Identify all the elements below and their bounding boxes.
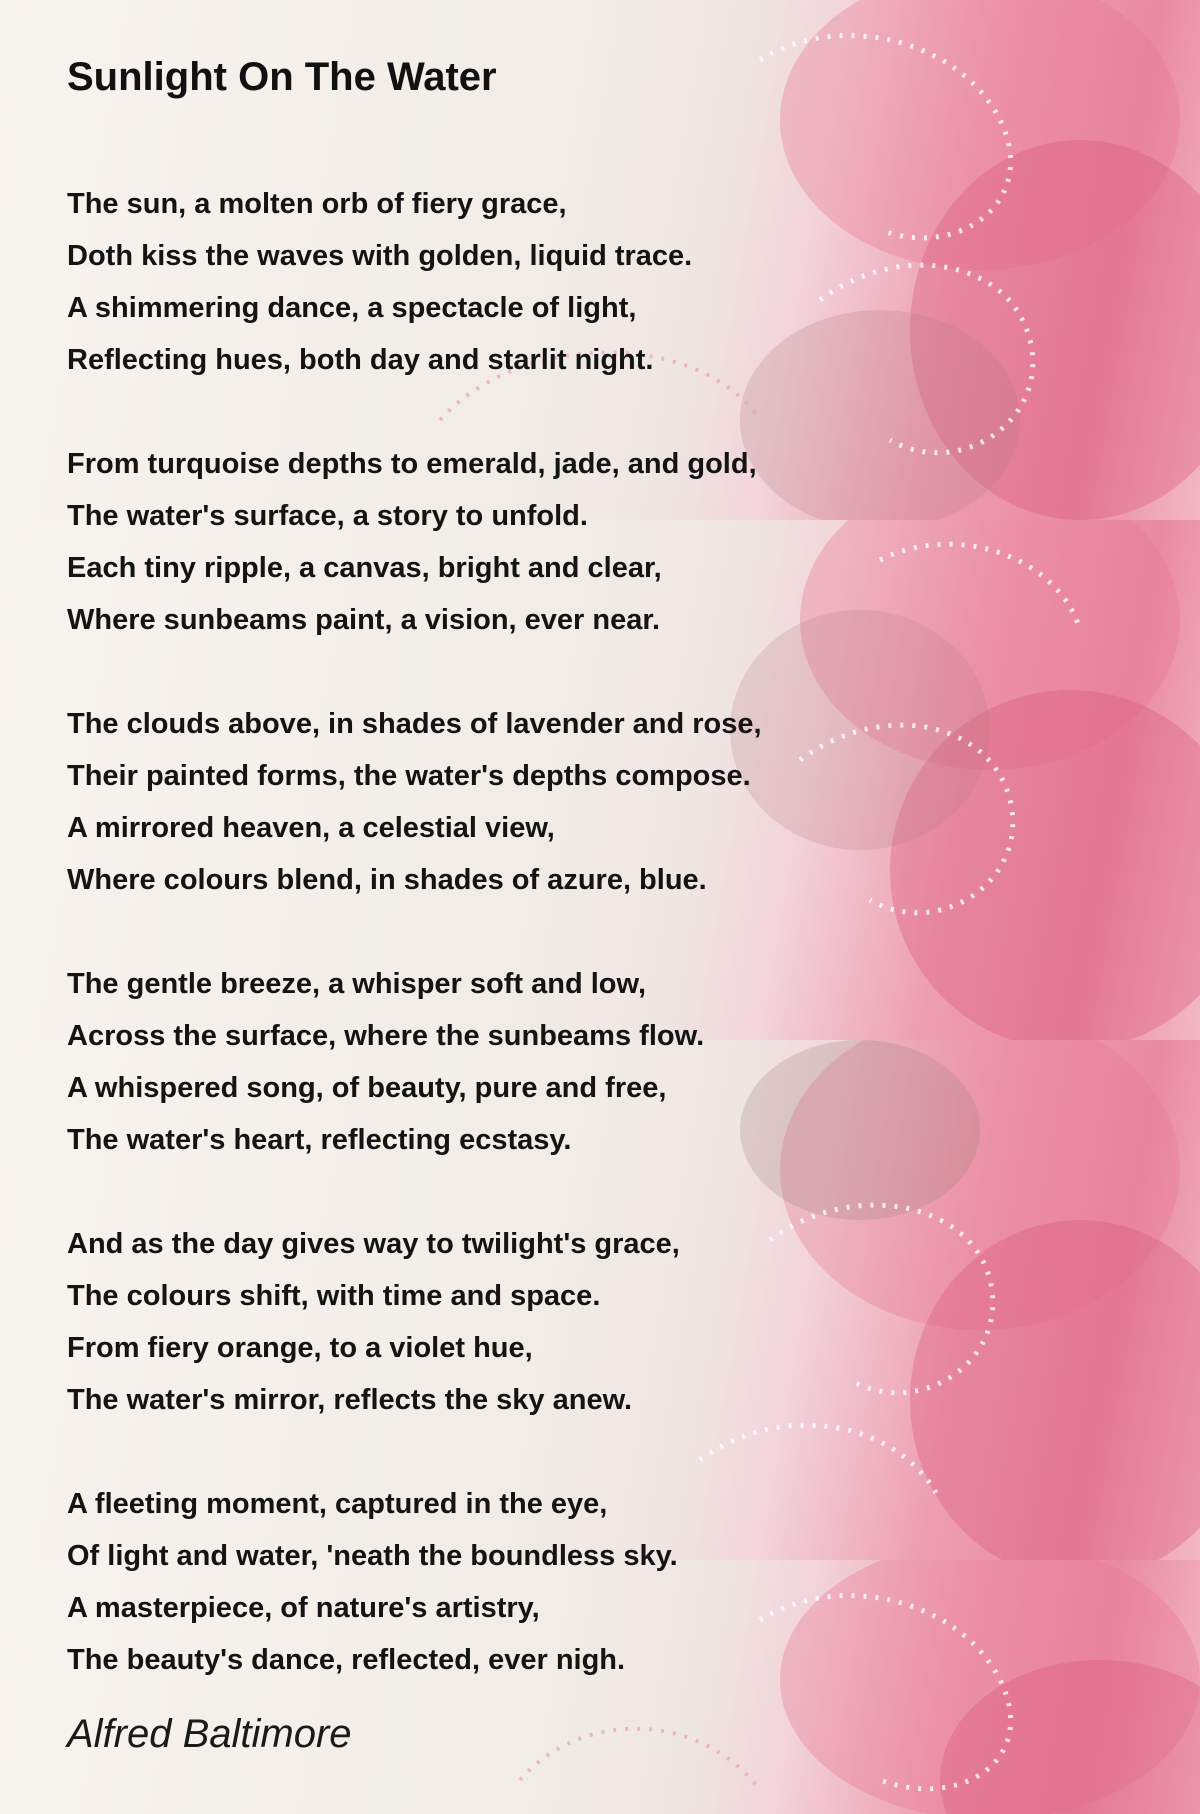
stanza (67, 958, 827, 1166)
poem-line: Across the surface, where the sunbeams flow. (67, 1020, 705, 1052)
poem-line: The sun, a molten orb of fiery grace, (67, 188, 567, 220)
poem-line: Where colours blend, in shades of azure, blue. (67, 864, 707, 896)
poem-line: The beauty's dance, reflected, ever nigh. (67, 1644, 626, 1676)
poem-author: Alfred Baltimore (67, 1712, 352, 1756)
stanza (67, 1478, 827, 1686)
poem-line: The water's heart, reflecting ecstasy. (67, 1124, 572, 1156)
poem-line: Reflecting hues, both day and starlit night. (67, 344, 654, 376)
poem-line: Each tiny ripple, a canvas, bright and clear, (67, 552, 662, 584)
poem-line: Of light and water, 'neath the boundless sky. (67, 1540, 678, 1572)
poem (67, 44, 827, 1686)
poem-line: Where sunbeams paint, a vision, ever near. (67, 604, 661, 636)
poem-line: A fleeting moment, captured in the eye, (67, 1488, 608, 1520)
stanza (67, 1218, 827, 1426)
poem-line: Doth kiss the waves with golden, liquid trace. (67, 240, 693, 272)
poem-line: And as the day gives way to twilight's grace, (67, 1228, 680, 1260)
poem-line: The water's mirror, reflects the sky anew. (67, 1384, 633, 1416)
poem-line: A masterpiece, of nature's artistry, (67, 1592, 540, 1624)
poem-line: A mirrored heaven, a celestial view, (67, 812, 555, 844)
stanza (67, 438, 827, 646)
poem-line: A shimmering dance, a spectacle of light, (67, 292, 637, 324)
poem-line: Their painted forms, the water's depths compose. (67, 760, 751, 792)
poem-line: The water's surface, a story to unfold. (67, 500, 588, 532)
poem-line: A whispered song, of beauty, pure and free, (67, 1072, 667, 1104)
poem-line: The colours shift, with time and space. (67, 1280, 601, 1312)
poem-line: From fiery orange, to a violet hue, (67, 1332, 533, 1364)
poem-line: The gentle breeze, a whisper soft and low, (67, 968, 647, 1000)
stanza (67, 178, 827, 386)
stanza (67, 698, 827, 906)
poem-line: The clouds above, in shades of lavender and rose, (67, 708, 762, 740)
poem-line: From turquoise depths to emerald, jade, and gold, (67, 448, 757, 480)
poem-title: Sunlight On The Water (67, 55, 497, 99)
